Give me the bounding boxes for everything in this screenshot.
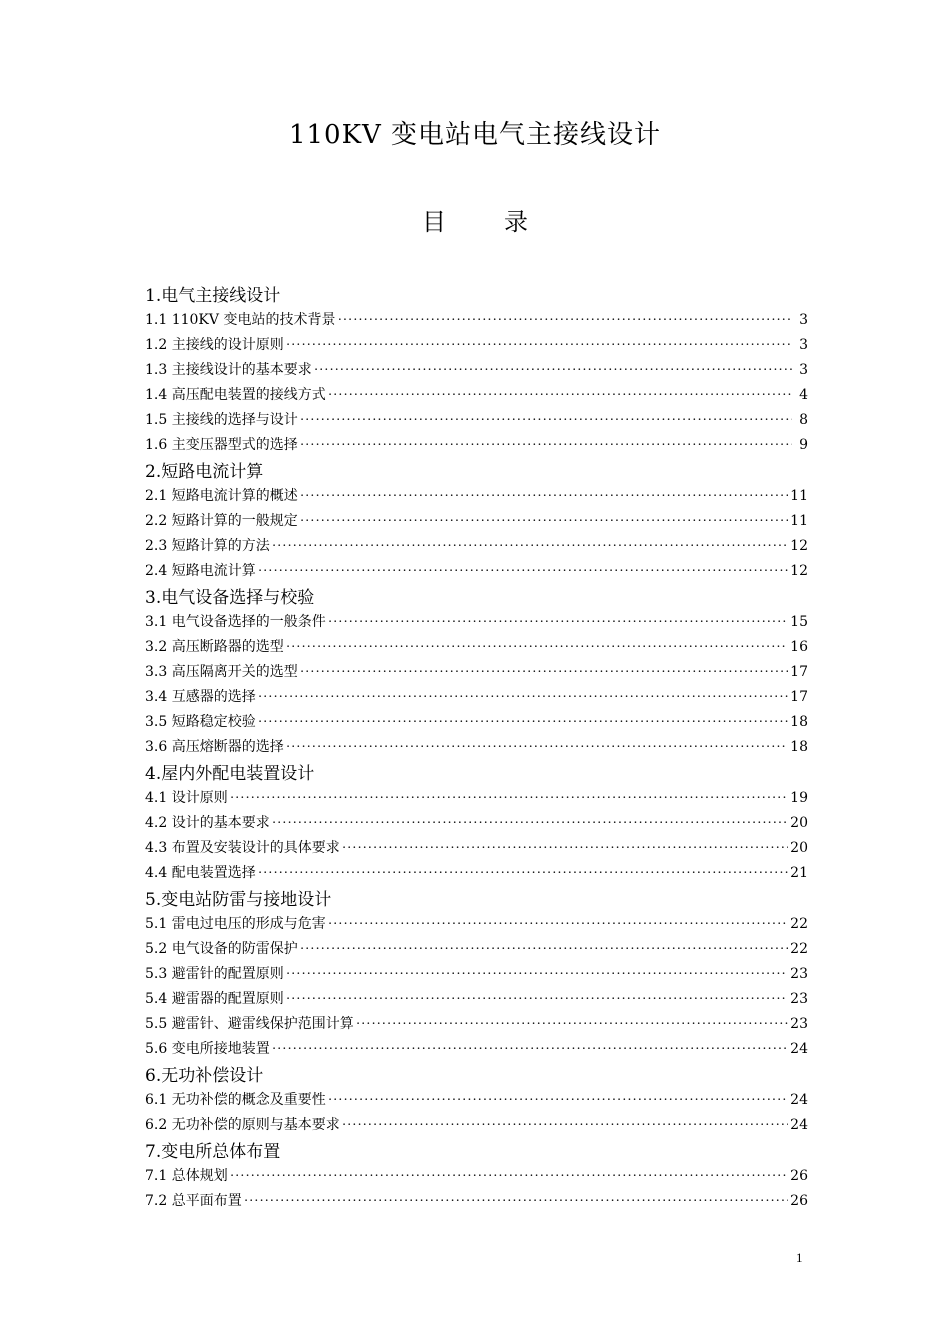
toc-dot-leader: [244, 1189, 788, 1214]
toc-dot-leader: [300, 433, 792, 458]
toc-entry[interactable]: [145, 610, 808, 635]
toc-entry-page: 23: [790, 1016, 808, 1032]
toc-entry-label: 1.1 110KV 变电站的技术背景: [145, 312, 336, 328]
toc-entry-label: 2.3 短路计算的方法: [145, 538, 270, 554]
toc-dot-leader: [286, 987, 788, 1012]
toc-entry-label: 7.2 总平面布置: [145, 1193, 242, 1209]
toc-entry[interactable]: [145, 861, 808, 886]
toc-entry-label: 6.2 无功补偿的原则与基本要求: [145, 1117, 340, 1133]
toc-heading-right: 录: [504, 208, 528, 236]
toc-entry-label: 3.2 高压断路器的选型: [145, 639, 284, 655]
toc-dot-leader: [300, 484, 788, 509]
toc-entry-page: 15: [790, 614, 808, 630]
toc-dot-leader: [272, 534, 788, 559]
toc-entry-label: 2.4 短路电流计算: [145, 563, 256, 579]
toc-entry[interactable]: [145, 1012, 808, 1037]
toc-dot-leader: [337, 308, 792, 333]
toc-entry[interactable]: [145, 987, 808, 1012]
toc-dot-leader: [272, 1037, 788, 1062]
toc-entry[interactable]: [145, 786, 808, 811]
toc-entry-page: 12: [790, 563, 808, 579]
toc-entry-label: 6.1 无功补偿的概念及重要性: [145, 1092, 326, 1108]
toc-entry-page: 17: [790, 664, 808, 680]
toc-entry[interactable]: [145, 534, 808, 559]
toc-entry[interactable]: [145, 1164, 808, 1189]
toc-entry[interactable]: [145, 836, 808, 861]
toc-entry[interactable]: [145, 358, 808, 383]
toc-entry-page: 18: [790, 739, 808, 755]
toc-entry-page: 18: [790, 714, 808, 730]
toc-entry-page: 3: [799, 312, 808, 328]
toc-entry-label: 1.5 主接线的选择与设计: [145, 412, 298, 428]
toc-chapter-heading[interactable]: 3.电气设备选择与校验: [145, 588, 315, 608]
toc-dot-leader: [286, 962, 788, 987]
toc-dot-leader: [258, 710, 788, 735]
toc-entry-page: 3: [799, 337, 808, 353]
toc-entry-label: 5.2 电气设备的防雷保护: [145, 941, 298, 957]
toc-entry-label: 1.6 主变压器型式的选择: [145, 437, 298, 453]
toc-entry-page: 26: [790, 1193, 808, 1209]
toc-entry-label: 1.2 主接线的设计原则: [145, 337, 284, 353]
toc-entry-label: 4.4 配电装置选择: [145, 865, 256, 881]
toc-dot-leader: [286, 635, 788, 660]
toc-chapter-heading[interactable]: 5.变电站防雷与接地设计: [145, 890, 332, 910]
toc-chapter-heading[interactable]: 7.变电所总体布置: [145, 1142, 281, 1162]
toc-entry[interactable]: [145, 635, 808, 660]
toc-entry[interactable]: [145, 912, 808, 937]
toc-entry-page: 19: [790, 790, 808, 806]
toc-dot-leader: [286, 735, 788, 760]
toc-entry-label: 5.3 避雷针的配置原则: [145, 966, 284, 982]
toc-dot-leader: [258, 685, 788, 710]
toc-entry-page: 11: [790, 488, 808, 504]
toc-entry-page: 23: [790, 991, 808, 1007]
toc-chapter-heading[interactable]: 2.短路电流计算: [145, 462, 264, 482]
toc-entry-label: 3.1 电气设备选择的一般条件: [145, 614, 326, 630]
toc-entry-label: 2.2 短路计算的一般规定: [145, 513, 298, 529]
toc-entry[interactable]: [145, 408, 808, 433]
toc-entry-page: 21: [790, 865, 808, 881]
toc-entry-page: 23: [790, 966, 808, 982]
toc-entry-label: 1.3 主接线设计的基本要求: [145, 362, 312, 378]
toc-entry-label: 5.6 变电所接地装置: [145, 1041, 270, 1057]
toc-entry-label: 3.3 高压隔离开关的选型: [145, 664, 298, 680]
toc-entry[interactable]: [145, 811, 808, 836]
document-title: 110KV 变电站电气主接线设计: [288, 120, 662, 150]
toc-entry[interactable]: [145, 1189, 808, 1214]
toc-entry-page: 9: [799, 437, 808, 453]
toc-entry-label: 5.1 雷电过电压的形成与危害: [145, 916, 326, 932]
toc-entry-page: 22: [790, 916, 808, 932]
toc-entry-page: 24: [790, 1092, 808, 1108]
toc-dot-leader: [230, 786, 788, 811]
toc-dot-leader: [342, 1113, 788, 1138]
toc-entry-label: 3.4 互感器的选择: [145, 689, 256, 705]
toc-entry[interactable]: [145, 685, 808, 710]
toc-entry[interactable]: [145, 962, 808, 987]
toc-dot-leader: [328, 1088, 788, 1113]
toc-entry-page: 24: [790, 1041, 808, 1057]
toc-dot-leader: [328, 610, 788, 635]
toc-entry[interactable]: [145, 1088, 808, 1113]
toc-chapter-heading[interactable]: 1.电气主接线设计: [145, 286, 281, 306]
toc-dot-leader: [356, 1012, 788, 1037]
toc-entry[interactable]: [145, 1113, 808, 1138]
toc-heading: [0, 202, 950, 237]
toc-dot-leader: [272, 811, 788, 836]
toc-entry[interactable]: [145, 1037, 808, 1062]
toc-entry[interactable]: [145, 559, 808, 584]
toc-entry-page: 8: [799, 412, 808, 428]
toc-dot-leader: [230, 1164, 788, 1189]
toc-entry-label: 1.4 高压配电装置的接线方式: [145, 387, 326, 403]
toc-entry-page: 26: [790, 1168, 808, 1184]
toc-dot-leader: [258, 861, 788, 886]
toc-entry-page: 22: [790, 941, 808, 957]
toc-heading-left: 目: [422, 208, 446, 236]
toc-entry-label: 5.4 避雷器的配置原则: [145, 991, 284, 1007]
toc-entry-label: 3.5 短路稳定校验: [145, 714, 256, 730]
toc-entry-label: 4.2 设计的基本要求: [145, 815, 270, 831]
toc-entry[interactable]: [145, 333, 808, 358]
toc-entry-label: 3.6 高压熔断器的选择: [145, 739, 284, 755]
toc-dot-leader: [300, 660, 788, 685]
toc-entry[interactable]: [145, 433, 808, 458]
toc-dot-leader: [328, 383, 792, 408]
toc-dot-leader: [328, 912, 788, 937]
toc-dot-leader: [286, 333, 792, 358]
toc-entry-page: 12: [790, 538, 808, 554]
toc-entry-label: 5.5 避雷针、避雷线保护范围计算: [145, 1016, 354, 1032]
toc-entry-label: 4.3 布置及安装设计的具体要求: [145, 840, 340, 856]
toc-entry[interactable]: [145, 710, 808, 735]
toc-dot-leader: [342, 836, 788, 861]
toc-dot-leader: [314, 358, 792, 383]
toc-chapter-heading[interactable]: 4.屋内外配电装置设计: [145, 764, 315, 784]
toc-entry-page: 20: [790, 815, 808, 831]
toc-entry-page: 4: [799, 387, 808, 403]
toc-entry[interactable]: [145, 484, 808, 509]
toc-dot-leader: [300, 509, 788, 534]
toc-entry[interactable]: [145, 660, 808, 685]
toc-entry-page: 20: [790, 840, 808, 856]
toc-dot-leader: [258, 559, 788, 584]
toc-dot-leader: [300, 937, 788, 962]
toc-entry-page: 24: [790, 1117, 808, 1133]
toc-entry[interactable]: [145, 735, 808, 760]
toc-entry[interactable]: [145, 383, 808, 408]
toc-entry-page: 11: [790, 513, 808, 529]
toc-entry[interactable]: [145, 308, 808, 333]
toc-dot-leader: [300, 408, 792, 433]
toc-entry[interactable]: [145, 937, 808, 962]
toc-entry-label: 2.1 短路电流计算的概述: [145, 488, 298, 504]
toc-entry-page: 17: [790, 689, 808, 705]
page-number: 1: [796, 1250, 803, 1265]
toc-entry[interactable]: [145, 509, 808, 534]
toc-entry-page: 16: [790, 639, 808, 655]
toc-entry-label: 4.1 设计原则: [145, 790, 228, 806]
table-of-contents: [145, 282, 808, 1214]
toc-entry-page: 3: [799, 362, 808, 378]
toc-entry-label: 7.1 总体规划: [145, 1168, 228, 1184]
toc-chapter-heading[interactable]: 6.无功补偿设计: [145, 1066, 264, 1086]
